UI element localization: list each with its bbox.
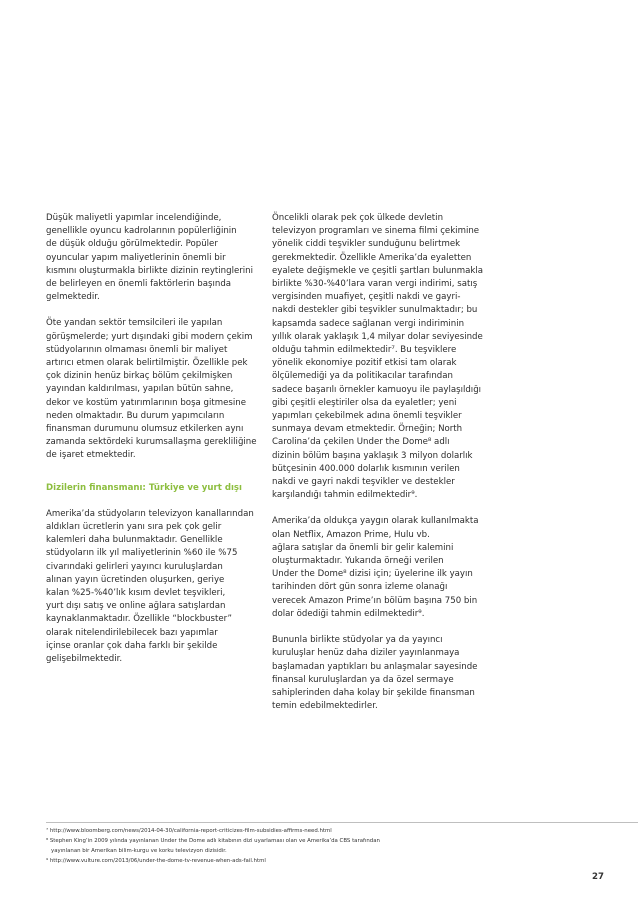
right-column — [272, 212, 486, 726]
text-line: Öte yandan sektör temsilcileri ile yapılan — [46, 318, 223, 329]
text-line: alınan yayın ücretinden oluşurken, geriye — [46, 574, 225, 585]
text-line: de düşük olduğu görülmektedir. Popüler — [46, 239, 218, 250]
text-line: Düşük maliyetli yapımlar incelendiğinde, — [46, 213, 222, 223]
paragraph — [46, 317, 261, 462]
text-line: artırıcı etmen olarak belirtilmiştir. Özellikle pek — [46, 358, 248, 369]
text-line: başlamadan yaptıkları bu anlaşmalar sayesinde — [272, 661, 478, 672]
footnote — [46, 826, 566, 836]
paragraph — [46, 212, 261, 304]
text-line: görüşmelerde; yurt dışındaki gibi modern çekim — [46, 331, 253, 342]
text-line: eyalete değişmekle ve çeşitli şartları bulunmakla — [272, 265, 484, 276]
text-line: nakdi ve gayri nakdi teşvikler ve destekler — [272, 477, 455, 488]
paragraph — [272, 515, 486, 621]
text-line: ölçülemediği ya da politikacılar tarafından — [272, 371, 453, 382]
footnote — [46, 856, 566, 866]
text-line: yayından kaldırılması, yapılan bütün sahne, — [46, 384, 234, 395]
footnote-line: ⁹ http://www.vulture.com/2013/06/under-the-dome-tv-revenue-when-ads-fail.html — [46, 858, 266, 864]
text-line: dizinin bölüm başına yaklaşık 3 milyon dolarlık — [272, 450, 473, 461]
text-line: gerekmektedir. Özellikle Amerika’da eyaletten — [272, 252, 472, 263]
text-line: oluşturmaktadır. Yukarıda örneği verilen — [272, 556, 444, 567]
text-line: stüdyolarının olmaması önemli bir maliyet — [46, 344, 228, 355]
text-line: gelişebilmektedir. — [46, 654, 123, 665]
text-line: kapsamda sadece sağlanan vergi indiriminin — [272, 318, 465, 329]
text-line: verecek Amazon Prime’ın bölüm başına 750 bin — [272, 595, 478, 606]
text-line: nakdi destekler gibi teşvikler sunulmaktadır; bu — [272, 305, 478, 316]
text-line: temin edebilmektedirler. — [272, 701, 378, 712]
text-line: çok dizinin henüz birkaç bölüm çekilmişken — [46, 371, 233, 382]
text-line: yıllık olarak yaklaşık 1,4 milyar dolar seviyesinde — [272, 331, 483, 342]
text-line: gibi çeşitli eleştiriler olsa da eyaletler; yeni — [272, 397, 457, 408]
text-line: genellikle oyuncu kadrolarının popülerliğinin — [46, 226, 237, 237]
text-line: tarihinden dört gün sonra izleme olanağı — [272, 582, 448, 593]
text-line: vergisinden muafiyet, çeşitli nakdi ve gayri- — [272, 292, 461, 303]
text-line: televizyon programları ve sinema filmi çekimine — [272, 226, 480, 237]
text-line: sunmaya devam etmektedir. Örneğin; North — [272, 424, 463, 435]
text-line: yapımları çekebilmek adına önemli teşvikler — [272, 411, 462, 422]
text-line: kalemleri daha bulunmaktadır. Genellikle — [46, 535, 223, 546]
text-line: zamanda sektördeki kurumsallaşma gerekliliğine — [46, 437, 257, 448]
section-heading: Dizilerin finansmanı: Türkiye ve yurt dışı — [46, 482, 242, 493]
text-line: içinse oranlar çok daha farklı bir şekilde — [46, 640, 218, 651]
text-line: olduğu tahmin edilmektedir⁷. Bu teşviklere — [272, 345, 457, 356]
text-line: Under the Dome⁸ dizisi için; üyelerine ilk yayın — [272, 569, 473, 580]
text-line: ağlara satışlar da önemli bir gelir kalemini — [272, 542, 454, 553]
text-line: Amerika’da oldukça yaygın olarak kullanılmakta — [272, 516, 479, 527]
text-line: sahiplerinden daha kolay bir şekilde finansman — [272, 687, 475, 698]
text-line: finansal kuruluşlardan ya da özel sermaye — [272, 674, 454, 685]
text-line: kalan %25-%40’lık kısım devlet teşvikleri, — [46, 588, 226, 599]
text-line: de işaret etmektedir. — [46, 450, 136, 461]
text-line: stüdyoların ilk yıl maliyetlerinin %60 ile %75 — [46, 548, 238, 559]
text-line: aldıkları ücretlerin yanı sıra pek çok gelir — [46, 522, 222, 533]
text-line: olan Netflix, Amazon Prime, Hulu vb. — [272, 529, 430, 540]
text-line: kaynaklanmaktadır. Özellikle “blockbuster” — [46, 614, 233, 625]
text-line: neden olmaktadır. Bu durum yapımcıların — [46, 410, 225, 421]
text-line: dekor ve kostüm yatırımlarının boşa gitmesine — [46, 397, 247, 408]
text-line: de belirleyen en önemli faktörlerin başında — [46, 279, 232, 290]
text-line: karşılandığı tahmin edilmektedir⁹. — [272, 490, 418, 501]
text-line: Amerika’da stüdyoların televizyon kanallarından — [46, 508, 254, 519]
text-line: yurt dışı satış ve online ağlara satışlardan — [46, 601, 226, 612]
text-line: civarındaki gelirleri yayıncı kuruluşlardan — [46, 561, 223, 572]
text-line: dolar ödediği tahmin edilmektedir⁹. — [272, 608, 425, 619]
left-column — [46, 212, 261, 679]
paragraph — [272, 212, 486, 502]
text-line: Bununla birlikte stüdyolar ya da yayıncı — [272, 635, 443, 646]
text-line: gelmektedir. — [46, 292, 100, 303]
text-line: oyuncular yapım maliyetlerinin önemli bir — [46, 252, 226, 263]
text-line: Öncelikli olarak pek çok ülkede devletin — [272, 213, 444, 223]
footnote-line: ⁷ http://www.bloomberg.com/news/2014-04-30/california-report-criticizes-film-subsidies-affirms-need.html — [46, 828, 332, 834]
text-line: kuruluşlar henüz daha diziler yayınlanmaya — [272, 648, 460, 659]
text-line: olarak nitelendirilebilecek bazı yapımlar — [46, 627, 218, 638]
text-line: yönelik ciddi teşvikler sunduğunu belirtmek — [272, 239, 461, 250]
text-line: Carolina’da çekilen Under the Dome⁸ adlı — [272, 437, 450, 448]
text-line: bütçesinin 400.000 dolarlık kısmının verilen — [272, 463, 460, 474]
text-line: yönelik ekonomiye pozitif etkisi tam olarak — [272, 358, 457, 369]
footnote-line: ⁸ Stephen King’in 2009 yılında yayınlanan Under the Dome adlı kitabının dizi uyarlaması olan ve Amerika’da CBS tarafından — [46, 838, 380, 844]
paragraph — [272, 634, 486, 713]
footnotes — [46, 826, 566, 866]
footnote-divider — [46, 822, 638, 823]
footnote — [46, 836, 566, 856]
paragraph — [46, 508, 261, 666]
text-line: finansman durumunu olumsuz etkilerken aynı — [46, 424, 244, 435]
page-number: 27 — [592, 872, 604, 882]
text-line: birlikte %30-%40’lara varan vergi indirimi, satış — [272, 279, 478, 290]
text-line: sadece başarılı örnekler kamuoyu ile paylaşıldığı — [272, 384, 482, 395]
text-line: kısmını oluşturmakla birlikte dizinin reytinglerini — [46, 265, 254, 276]
footnote-line: yayınlanan bir Amerikan bilim-kurgu ve korku televizyon dizisidir. — [51, 848, 227, 854]
